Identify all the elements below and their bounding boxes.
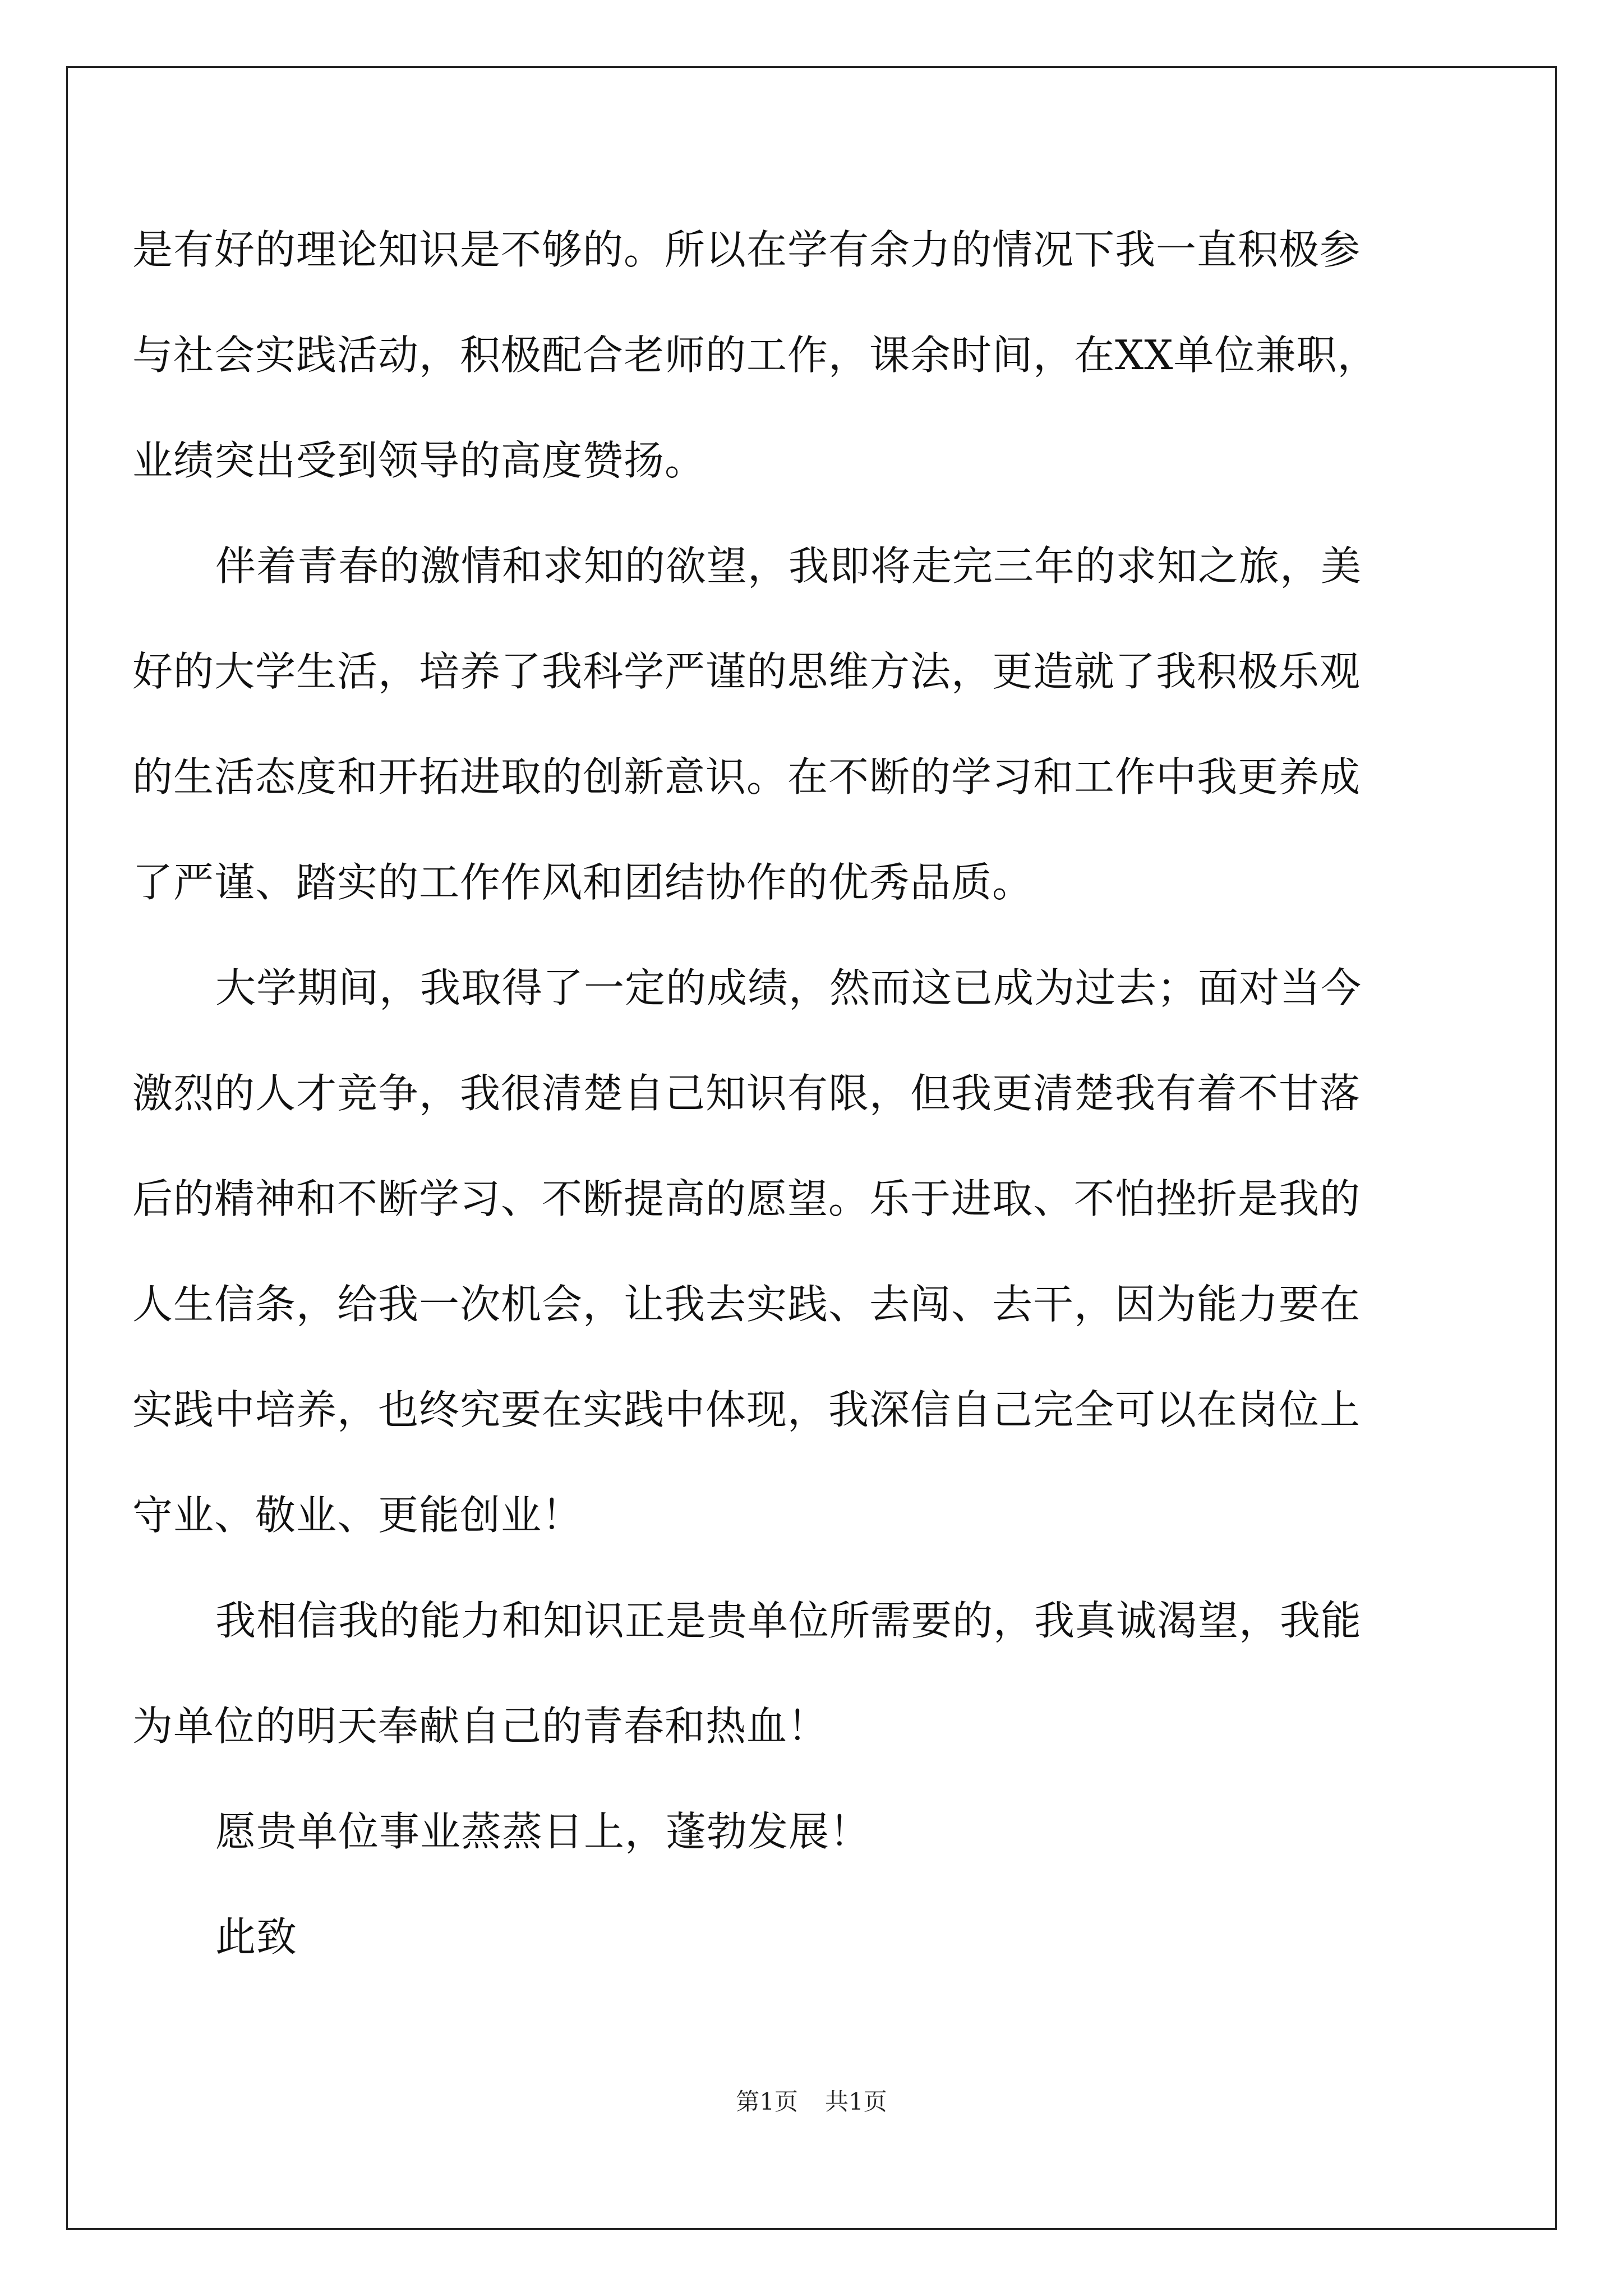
- text-line: 人生信条，给我一次机会，让我去实践、去闯、去干，因为能力要在: [132, 1281, 1361, 1328]
- paragraph-first-line: 大学期间，我取得了一定的成绩，然而这已成为过去；面对当今: [215, 964, 1362, 1011]
- salutation-closing: 此致: [215, 1913, 298, 1961]
- page-total: 共1页: [825, 2088, 887, 2115]
- page-border: [66, 66, 1557, 2230]
- text-line: 业绩突出受到领导的高度赞扬。: [132, 437, 706, 484]
- text-line: 了严谨、踏实的工作作风和团结协作的优秀品质。: [132, 859, 1034, 906]
- page-number: 第1页: [736, 2088, 798, 2115]
- text-line: 是有好的理论知识是不够的。所以在学有余力的情况下我一直积极参: [132, 226, 1361, 273]
- text-line: 的生活态度和开拓进取的创新意识。在不断的学习和工作中我更养成: [132, 753, 1361, 800]
- closing-wish: 愿贵单位事业蒸蒸日上，蓬勃发展！: [215, 1808, 871, 1855]
- text-line: 后的精神和不断学习、不断提高的愿望。乐于进取、不怕挫折是我的: [132, 1175, 1361, 1222]
- page-footer: [0, 2086, 1623, 2118]
- text-line: 实践中培养，也终究要在实践中体现，我深信自己完全可以在岗位上: [132, 1386, 1361, 1433]
- text-line: 与社会实践活动，积极配合老师的工作，课余时间，在XX单位兼职，: [132, 332, 1378, 379]
- text-line: 为单位的明天奉献自己的青春和热血！: [132, 1703, 829, 1750]
- text-line: 激烈的人才竞争，我很清楚自己知识有限，但我更清楚我有着不甘落: [132, 1070, 1361, 1117]
- paragraph-first-line: 伴着青春的激情和求知的欲望，我即将走完三年的求知之旅，美: [215, 542, 1362, 590]
- paragraph-first-line: 我相信我的能力和知识正是贵单位所需要的，我真诚渴望，我能: [215, 1597, 1362, 1644]
- text-line: 好的大学生活，培养了我科学严谨的思维方法，更造就了我积极乐观: [132, 648, 1361, 695]
- text-line: 守业、敬业、更能创业！: [132, 1492, 583, 1539]
